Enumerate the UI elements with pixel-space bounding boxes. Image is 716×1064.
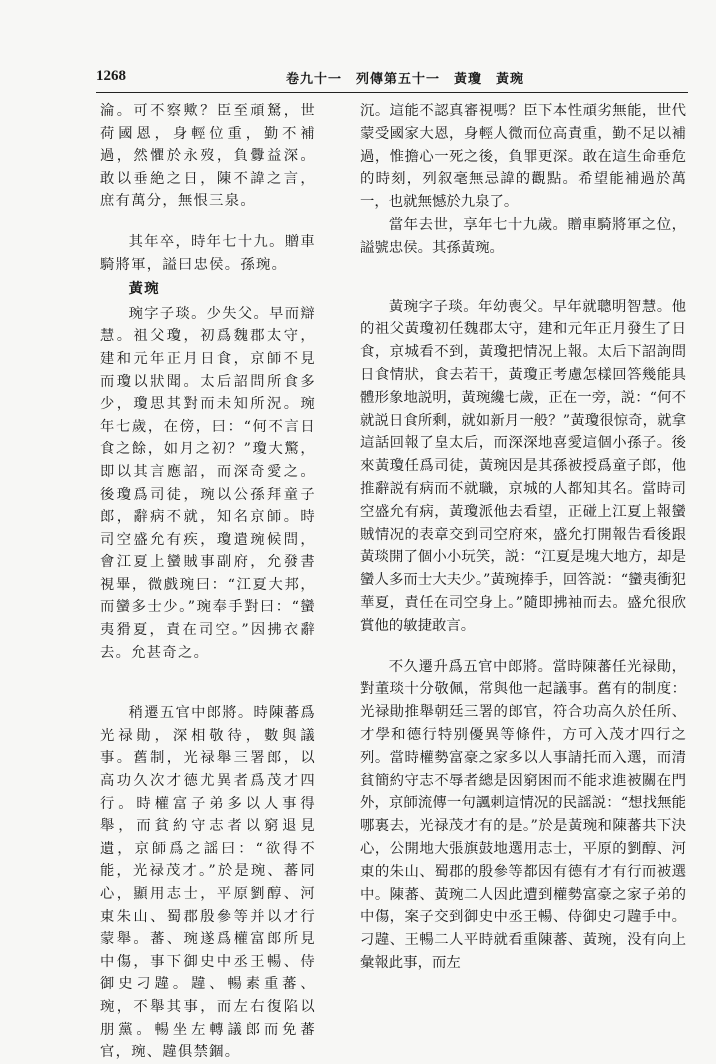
running-title: 卷九十一 列傳第五十一 黃瓊 黃琬 xyxy=(286,72,525,87)
memorial-ending: 淪。可不察歟？臣至頑駑，世荷國恩，身輕位重，勤不補過，然懼於永歿，負釁益深。敢以垂絶之日，陳不諱之言，庶有萬分，無恨三泉。 xyxy=(100,103,316,210)
death-notice-paragraph: 其年卒，時年七十九。贈車騎將軍，謚曰忠侯。孫琬。 xyxy=(100,233,316,273)
biography-heading: 黃琬 xyxy=(128,281,160,298)
huang-wan-childhood-translation: 黃琬字子琰。年幼喪父。早年就聰明智慧。他的祖父黃瓊初任魏郡太守，建和元年正月發生了日食，京城看不到，黃瓊把情况上報。太后下詔詢問日食情狀，食去若干，黃瓊正考慮怎樣回答幾能具體形象地説明，黃琬纔七歲，正在一旁，説：“何不就説日食所剩，就如新月一般？”黃瓊很惊奇，就拿這話回報了皇太后，而深深地喜愛這個小孫子。後來黃瓊任爲司徒，黃琬因是其孫被授爲童子郎，他推辭説有病而不就職，京城的人都知其名。當時司空盛允有病，黃瓊派他去看望，正碰上江夏上報蠻賊情况的表章交到司空府來，盛允打開報告看後跟黃琰開了個小小玩笑，説：“江夏是塊大地方，却是蠻人多而士大夫少。”黃琬捧手，回答説：“蠻夷衝犯華夏，責任在司空身上。”隨即拂袖而去。盛允很欣賞他的敏捷敢言。 xyxy=(360,298,686,634)
classical-text-column xyxy=(100,100,316,1064)
huang-wan-childhood-paragraph: 琬字子琰。少失父。早而辯慧。祖父瓊，初爲魏郡太守，建和元年正月日食，京師不見而瓊以狀聞。太后詔問所食多少，瓊思其對而未知所況。琬年七歲，在傍，曰：“何不言日食之餘，如月之初？”瓊大驚，即以其言應詔，而深奇愛之。後瓊爲司徒，琬以公孫拜童子郎，辭病不就，知名京師。時司空盛允有疾，瓊遣琬候問，會江夏上蠻賊事副府，允發書視畢，微戲琬曰：“江夏大邦，而蠻多士少。”琬奉手對曰：“蠻夷猾夏，責在司空。”因拂衣辭去。允甚奇之。 xyxy=(100,305,316,661)
running-header xyxy=(96,62,688,88)
huang-wan-career-paragraph: 稍遷五官中郎將。時陳蕃爲光禄勛，深相敬待，數與議事。舊制，光禄舉三署郎，以高功久次才德尤異者爲茂才四行。時權富子弟多以人事得舉，而貧約守志者以窮退見遺，京師爲之謡曰：“欲得不能，光禄茂才。”於是琬、蕃同心，顯用志士，平原劉醇、河東朱山、蜀郡殷參等并以才行蒙舉。蕃、琬遂爲權富郎所見中傷，事下御史中丞王暢、侍御史刁韙。韙、暢素重蕃、琬，不舉其事，而左右復陷以朋黨。暢坐左轉議郎而免蕃官，琬、韙俱禁錮。 xyxy=(100,705,316,1061)
header-rule xyxy=(96,92,688,93)
memorial-ending-translation: 沉。這能不認真審視嗎？臣下本性頑劣無能，世代蒙受國家大恩，身輕人微而位高責重，勤不足以補過，惟擔心一死之後，負罪更深。敢在這生命垂危的時刻，列叙毫無忌諱的觀點。希望能補過於萬一，也就無憾於九泉了。 xyxy=(360,103,686,211)
huang-wan-career-translation: 不久遷升爲五官中郎將。當時陳蕃任光禄勛，對董琰十分敬佩，常與他一起議事。舊有的制度：光禄勛推舉朝廷三署的郎官，符合功高久於任所、才學和德行特别優異等條件，方可入茂才四行之列。當時權勢富豪之家多以人事請托而入選，而清貧簡約守志不辱者總是因窮困而不能求進被關在門外，京師流傳一句諷刺這情况的民謡説：“想找無能哪裏去，光禄茂才有的是。”於是黃琬和陳蕃共下決心，公開地大張旗鼓地選用志士，平原的劉醇、河東的朱山、蜀郡的殷參等都因有德有才有行而被選中。陳蕃、黃琬二人因此遭到權勢富豪之家子弟的中傷，案子交到御史中丞王暢、侍御史刁韙手中。刁韙、王暢二人平時就看重陳蕃、黃琬，没有向上彙報此事，而左 xyxy=(360,658,686,971)
death-notice-translation: 當年去世，享年七十九歲。贈車騎將軍之位，謚號忠侯。其孫黃琬。 xyxy=(360,216,686,256)
page-number: 1268 xyxy=(96,68,126,84)
translation-column xyxy=(360,100,686,975)
